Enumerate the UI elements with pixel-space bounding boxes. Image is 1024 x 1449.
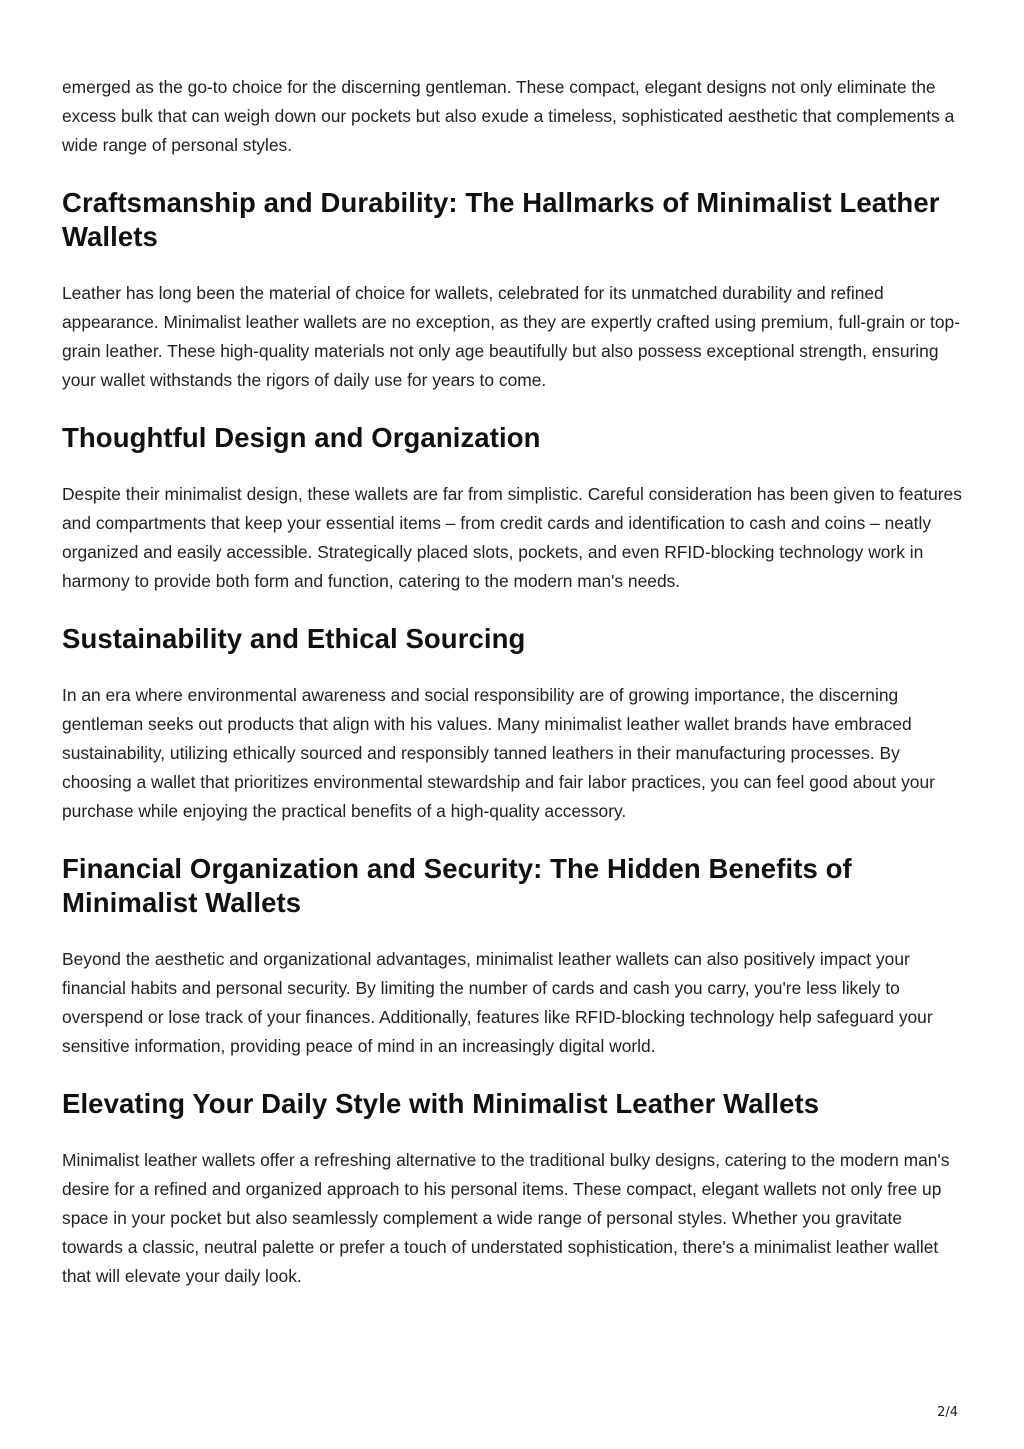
heading-craftsmanship: Craftsmanship and Durability: The Hallmarks of Minimalist Leather Wallets [62, 187, 940, 252]
heading-daily-style: Elevating Your Daily Style with Minimalist Leather Wallets [62, 1088, 820, 1119]
page-number: 2/4 [937, 1405, 958, 1420]
document-page [62, 73, 967, 1291]
intro-paragraph: emerged as the go-to choice for the discerning gentleman. These compact, elegant designs not only eliminate the excess bulk that can weigh down our pockets but also exude a timeless, sophisticated aesthetic that complements a wide range of personal styles. [62, 77, 955, 155]
heading-design: Thoughtful Design and Organization [62, 422, 541, 453]
heading-sustainability: Sustainability and Ethical Sourcing [62, 623, 526, 654]
paragraph-sustainability: In an era where environmental awareness and social responsibility are of growing importance, the discerning gentleman seeks out products that align with his values. Many minimalist leather wallet brands have embraced sustainability, utilizing ethically sourced and responsibly tanned leathers in their manufacturing processes. By choosing a wallet that prioritizes environmental stewardship and fair labor practices, you can feel good about your purchase while enjoying the practical benefits of a high-quality accessory. [62, 685, 935, 821]
paragraph-financial: Beyond the aesthetic and organizational advantages, minimalist leather wallets can also positively impact your financial habits and personal security. By limiting the number of cards and cash you carry, you're less likely to overspend or lose track of your finances. Additionally, features like RFID-blocking technology help safeguard your sensitive information, providing peace of mind in an increasingly digital world. [62, 949, 933, 1056]
paragraph-craftsmanship: Leather has long been the material of choice for wallets, celebrated for its unmatched durability and refined appearance. Minimalist leather wallets are no exception, as they are expertly crafted using premium, full-grain or top-grain leather. These high-quality materials not only age beautifully but also possess exceptional strength, ensuring your wallet withstands the rigors of daily use for years to come. [62, 283, 960, 390]
paragraph-design: Despite their minimalist design, these wallets are far from simplistic. Careful consideration has been given to features and compartments that keep your essential items – from credit cards and identification to cash and coins – neatly organized and easily accessible. Strategically placed slots, pockets, and even RFID-blocking technology work in harmony to provide both form and function, catering to the modern man's needs. [62, 484, 962, 591]
paragraph-daily-style: Minimalist leather wallets offer a refreshing alternative to the traditional bulky designs, catering to the modern man's desire for a refined and organized approach to his personal items. These compact, elegant wallets not only free up space in your pocket but also seamlessly complement a wide range of personal styles. Whether you gravitate towards a classic, neutral palette or prefer a touch of understated sophistication, there's a minimalist leather wallet that will elevate your daily look. [62, 1150, 950, 1286]
heading-financial: Financial Organization and Security: The Hidden Benefits of Minimalist Wallets [62, 853, 852, 918]
